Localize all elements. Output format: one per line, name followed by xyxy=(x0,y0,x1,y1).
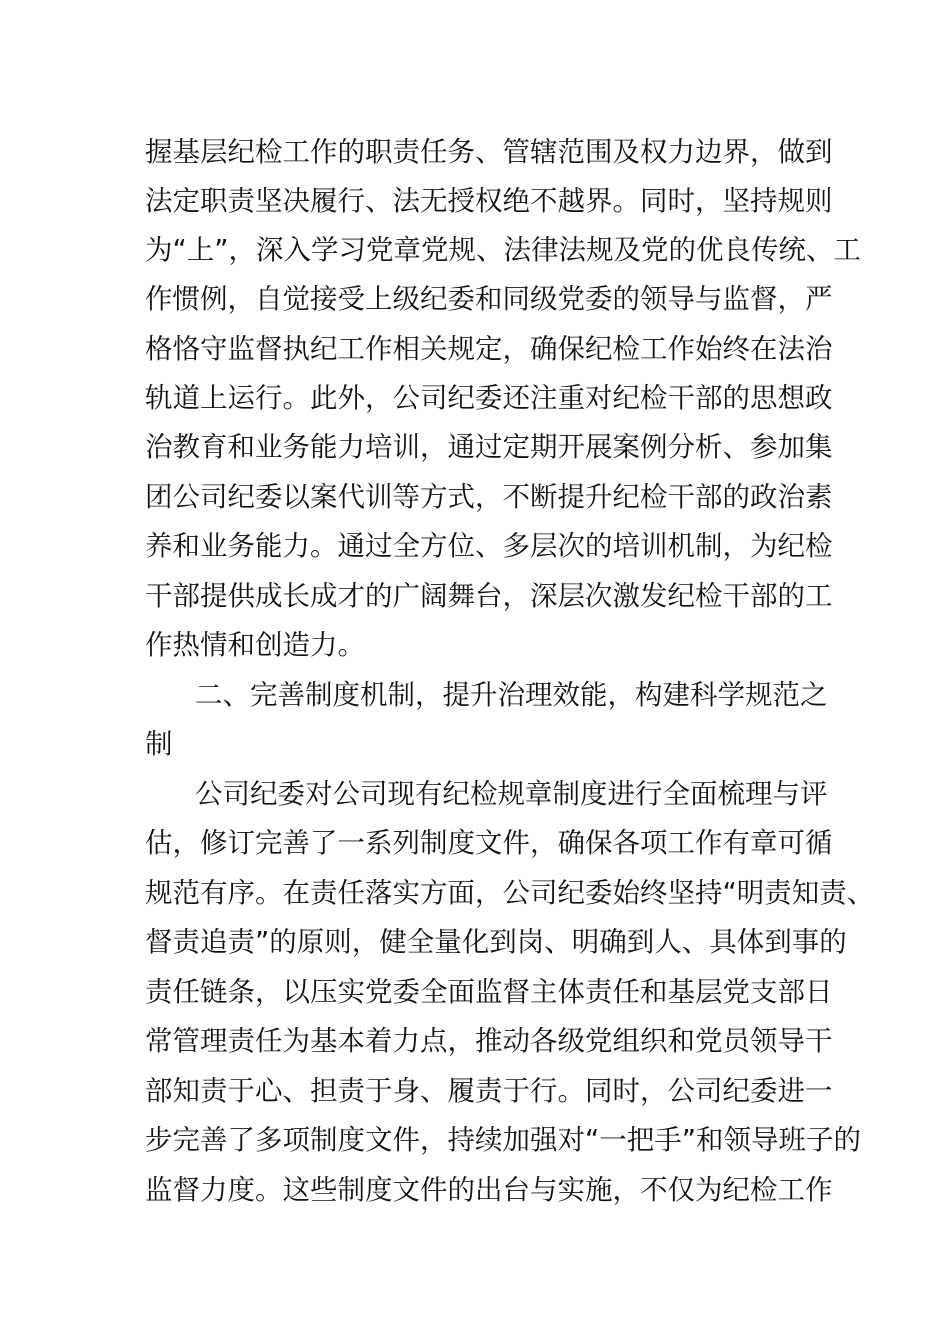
text-line: 督责追责”的原则，健全量化到岗、明确到人、具体到事的 xyxy=(145,926,847,958)
paragraph-start: 公司纪委对公司现有纪检规章制度进行全面梳理与评 xyxy=(195,778,828,810)
text-line: 估，修订完善了一系列制度文件，确保各项工作有章可循 xyxy=(145,827,833,859)
text-line: 责任链条，以压实党委全面监督主体责任和基层党支部日 xyxy=(145,976,833,1008)
text-line: 部知责于心、担责于身、履责于行。同时，公司纪委进一 xyxy=(145,1075,833,1107)
text-line: 常管理责任为基本着力点，推动各级党组织和党员领导干 xyxy=(145,1025,833,1057)
text-line: 步完善了多项制度文件，持续加强对“一把手”和领导班子的 xyxy=(145,1124,861,1156)
text-line: 监督力度。这些制度文件的出台与实施，不仅为纪检工作 xyxy=(145,1174,833,1206)
text-line: 团公司纪委以案代训等方式，不断提升纪检干部的政治素 xyxy=(145,481,833,513)
text-line: 作惯例，自觉接受上级纪委和同级党委的领导与监督，严 xyxy=(145,283,833,315)
text-line: 法定职责坚决履行、法无授权绝不越界。同时，坚持规则 xyxy=(145,185,833,217)
section-heading-continuation: 制 xyxy=(145,728,173,760)
text-line: 规范有序。在责任落实方面，公司纪委始终坚持“明责知责、 xyxy=(145,877,875,909)
text-line: 轨道上运行。此外，公司纪委还注重对纪检干部的思想政 xyxy=(145,382,833,414)
text-line: 为“上”，深入学习党章党规、法律法规及党的优良传统、工 xyxy=(145,234,861,266)
text-line: 干部提供成长成才的广阔舞台，深层次激发纪检干部的工 xyxy=(145,580,833,612)
text-line: 养和业务能力。通过全方位、多层次的培训机制，为纪检 xyxy=(145,530,833,562)
text-line: 握基层纪检工作的职责任务、管辖范围及权力边界，做到 xyxy=(145,136,833,168)
text-line: 治教育和业务能力培训，通过定期开展案例分析、参加集 xyxy=(145,431,833,463)
text-line: 作热情和创造力。 xyxy=(145,629,365,661)
text-line: 格恪守监督执纪工作相关规定，确保纪检工作始终在法治 xyxy=(145,333,833,365)
section-heading: 二、完善制度机制，提升治理效能，构建科学规范之 xyxy=(195,679,828,711)
